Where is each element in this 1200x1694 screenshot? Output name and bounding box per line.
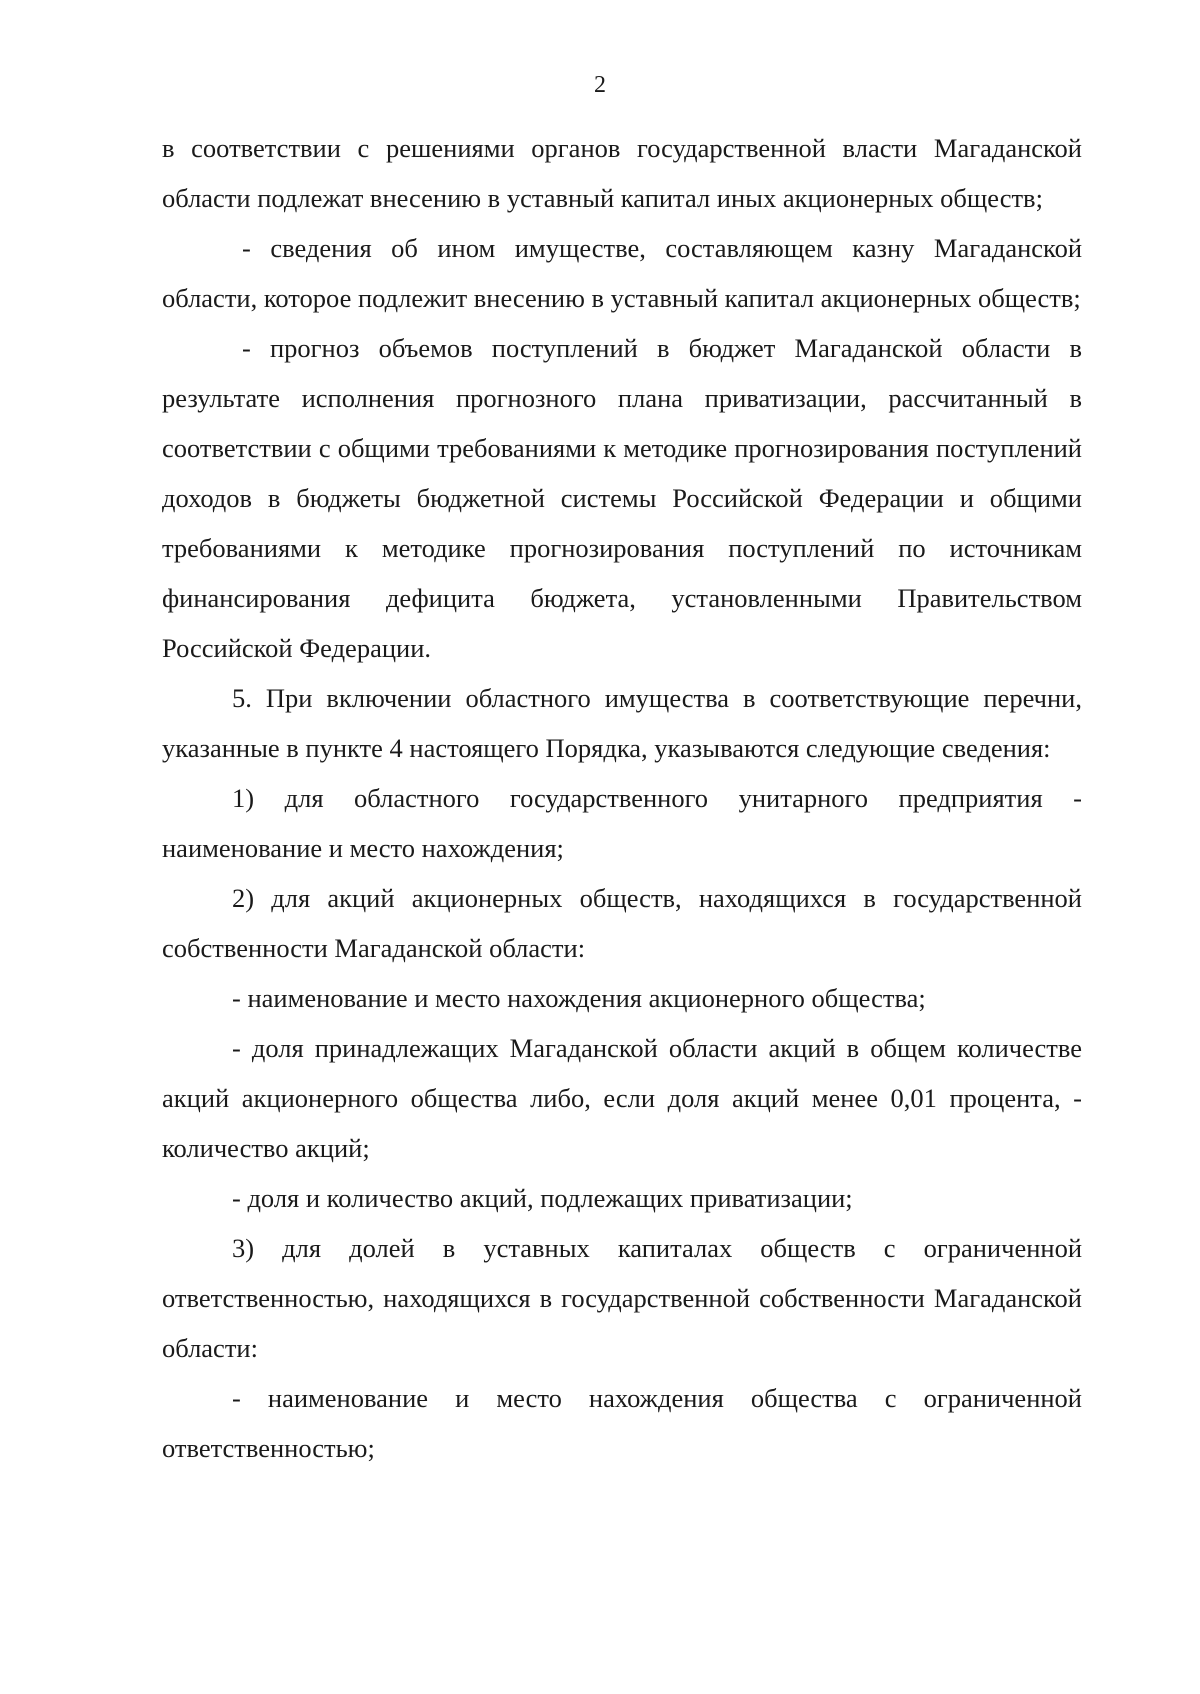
document-body: [162, 123, 1082, 1473]
paragraph-subitem-1: 1) для областного государственного унитарного предприятия - наименование и место нахождения;: [162, 783, 1082, 863]
paragraph-subitem-2: 2) для акций акционерных обществ, находящихся в государственной собственности Магаданской области:: [162, 883, 1082, 963]
paragraph-continuation: в соответствии с решениями органов государственной власти Магаданской области подлежат внесению в уставный капитал иных акционерных обществ;: [162, 133, 1082, 213]
paragraph-llc-name-location: - наименование и место нахождения общества с ограниченной ответственностью;: [162, 1383, 1082, 1463]
paragraph-treasury-property: - сведения об ином имуществе, составляющем казну Магаданской области, которое подлежит внесению в уставный капитал акционерных обществ;: [162, 233, 1082, 313]
paragraph-revenue-forecast: - прогноз объемов поступлений в бюджет Магаданской области в результате исполнения прогнозного плана приватизации, рассчитанный в соответствии с общими требованиями к методике прогнозирования поступлений доходов в бюджеты бюджетной системы Российской Федерации и общими требованиями к методике прогнозирования поступлений по источникам финансирования дефицита бюджета, установленными Правительством Российской Федерации.: [162, 333, 1082, 663]
page-number: 2: [594, 72, 606, 98]
paragraph-share-ratio: - доля принадлежащих Магаданской области акций в общем количестве акций акционерного общества либо, если доля акций менее 0,01 процента, - количество акций;: [162, 1033, 1082, 1163]
paragraph-share-count: - доля и количество акций, подлежащих приватизации;: [232, 1183, 853, 1213]
paragraph-jsc-name-location: - наименование и место нахождения акционерного общества;: [232, 983, 926, 1013]
paragraph-item-5: 5. При включении областного имущества в соответствующие перечни, указанные в пункте 4 настоящего Порядка, указываются следующие сведения:: [162, 683, 1082, 763]
paragraph-subitem-3: 3) для долей в уставных капиталах обществ с ограниченной ответственностью, находящихся в государственной собственности Магаданской области:: [162, 1233, 1082, 1363]
